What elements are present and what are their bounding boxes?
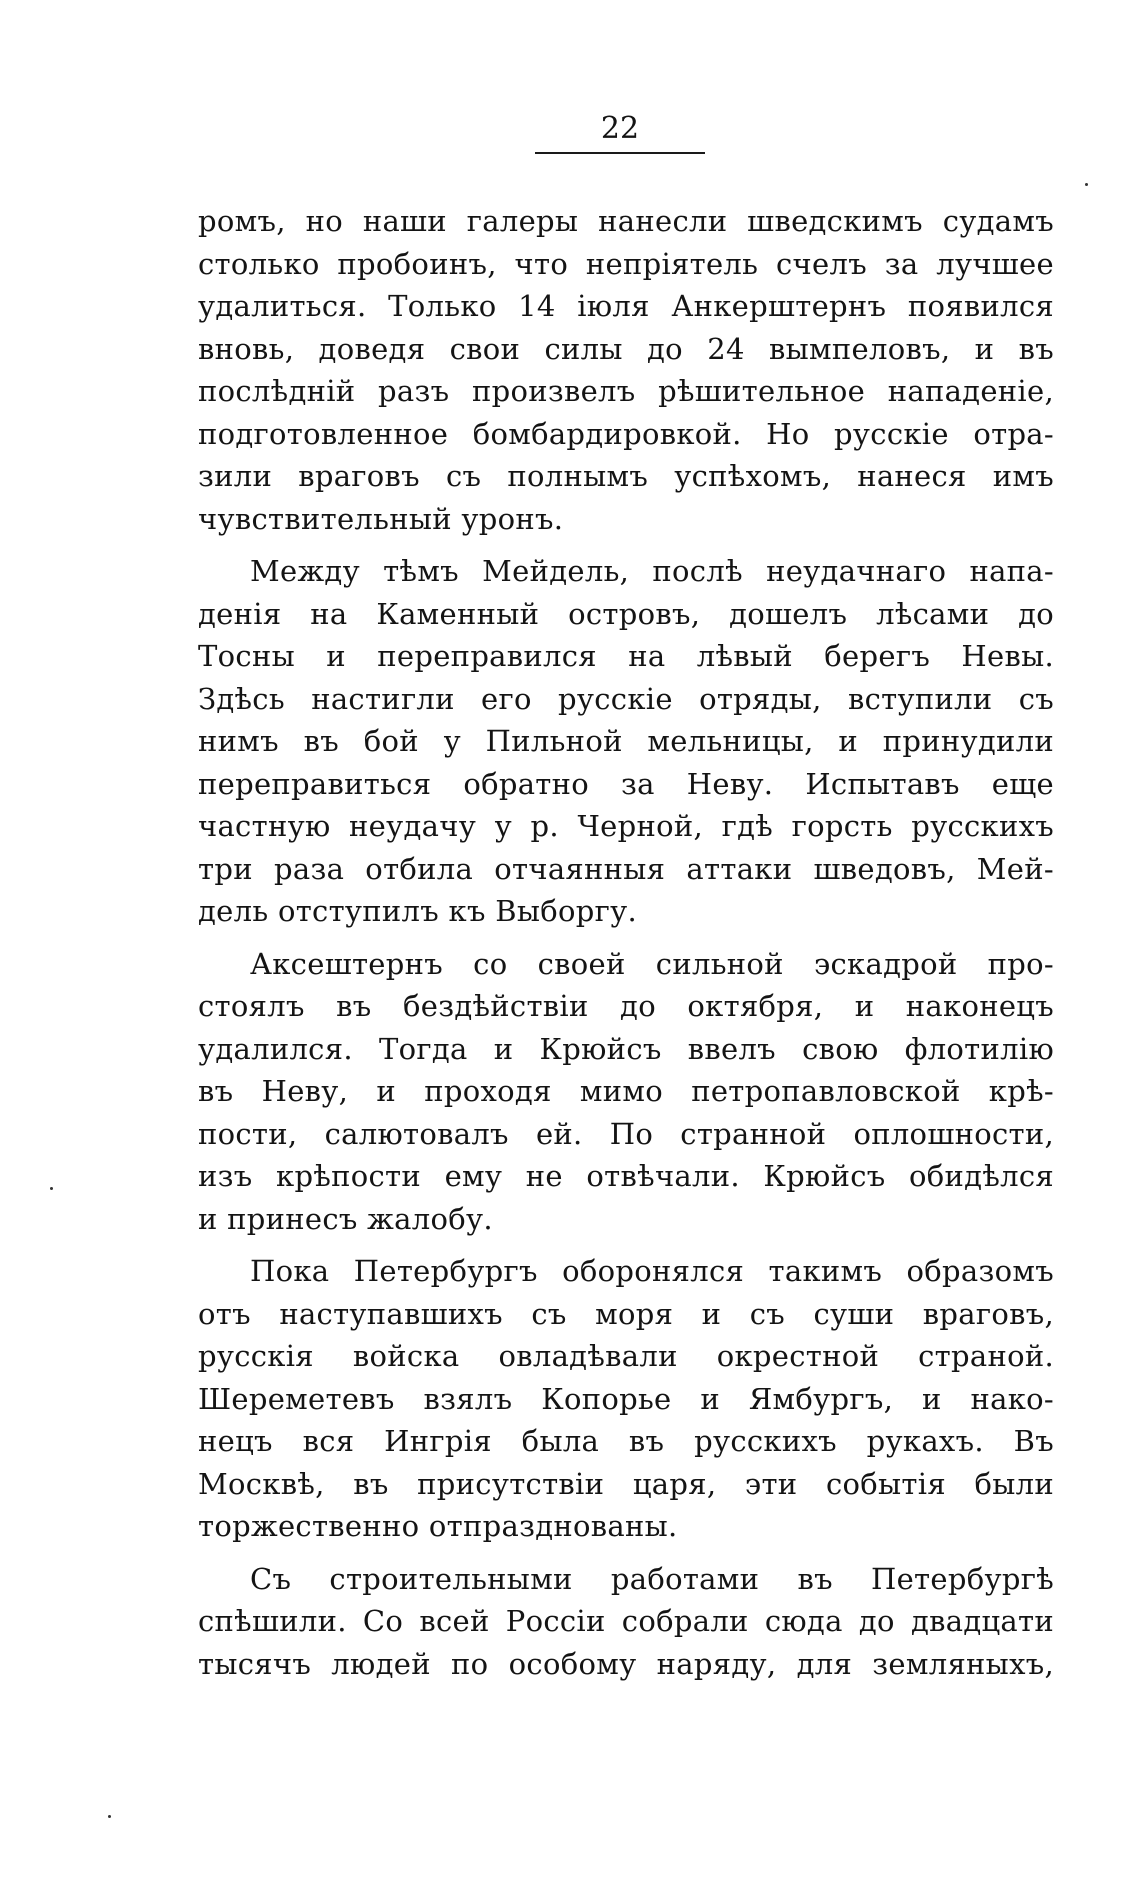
page-number: 22 — [600, 111, 640, 146]
text-line: ромъ, но наши галеры нанесли шведскимъ судамъ — [198, 204, 1054, 238]
text-line: Здѣсь настигли его русскіе отряды, вступили съ — [198, 681, 1054, 716]
text-line: отъ наступавшихъ съ моря и съ суши враговъ, — [198, 1296, 1054, 1331]
text-line: пости, салютовалъ ей. По странной оплошности, — [198, 1116, 1054, 1151]
text-line: вновь, доведя свои силы до 24 вымпеловъ, и въ — [198, 331, 1054, 366]
text-line: русскія войска овладѣвали окрестной страной. — [198, 1339, 1054, 1373]
text-line: торжественно отпразднованы. — [198, 1509, 678, 1543]
text-line: удалиться. Только 14 іюля Анкерштернъ появился — [198, 289, 1054, 323]
header-rule — [535, 152, 705, 154]
text-line: изъ крѣпости ему не отвѣчали. Крюйсъ обидѣлся — [198, 1159, 1054, 1193]
scan-speck — [50, 1187, 53, 1190]
paragraph — [198, 200, 1054, 540]
text-line: денія на Каменный островъ, дошелъ лѣсами до — [198, 596, 1054, 631]
scan-speck — [1085, 183, 1088, 186]
text-line: Между тѣмъ Мейдель, послѣ неудачнаго напа- — [250, 554, 1054, 588]
text-line: столько пробоинъ, что непріятель счелъ за лучшее — [198, 246, 1054, 281]
text-line: Тосны и переправился на лѣвый берегъ Невы. — [198, 639, 1054, 673]
text-line: подготовленное бомбардировкой. Но русскіе отра- — [198, 416, 1054, 451]
text-line: зили враговъ съ полнымъ успѣхомъ, нанеся имъ — [198, 459, 1054, 493]
text-line: спѣшили. Со всей Россіи собрали сюда до двадцати — [198, 1604, 1054, 1638]
text-line: частную неудачу у р. Черной, гдѣ горсть русскихъ — [198, 809, 1054, 843]
text-line: стоялъ въ бездѣйствіи до октября, и наконецъ — [198, 989, 1054, 1023]
text-line: тысячъ людей по особому наряду, для земляныхъ, — [198, 1646, 1054, 1681]
scan-speck — [108, 1815, 111, 1818]
paragraph — [198, 550, 1054, 933]
paragraph — [198, 1558, 1054, 1686]
text-line: Москвѣ, въ присутствіи царя, эти событія были — [198, 1466, 1054, 1501]
text-line: переправиться обратно за Неву. Испытавъ еще — [198, 766, 1054, 801]
text-line: нецъ вся Ингрія была въ русскихъ рукахъ. Въ — [198, 1424, 1054, 1458]
body-text — [198, 200, 1054, 1685]
text-line: послѣдній разъ произвелъ рѣшительное нападеніе, — [198, 374, 1054, 408]
paragraph — [198, 943, 1054, 1241]
text-line: удалился. Тогда и Крюйсъ ввелъ свою флотилію — [198, 1031, 1054, 1066]
paragraph — [198, 1250, 1054, 1548]
text-line: Аксештернъ со своей сильной эскадрой про- — [250, 946, 1054, 981]
text-line: въ Неву, и проходя мимо петропавловской крѣ- — [198, 1074, 1054, 1108]
text-line: и принесъ жалобу. — [198, 1201, 493, 1236]
text-line: Съ строительными работами въ Петербургѣ — [250, 1561, 1054, 1596]
text-line: чувствительный уронъ. — [198, 501, 564, 536]
text-line: Пока Петербургъ оборонялся такимъ образомъ — [250, 1254, 1054, 1288]
text-line: нимъ въ бой у Пильной мельницы, и принудили — [198, 724, 1054, 758]
text-line: дель отступилъ къ Выборгу. — [198, 894, 637, 928]
text-line: три раза отбила отчаянныя аттаки шведовъ, Мей- — [198, 851, 1054, 886]
text-line: Шереметевъ взялъ Копорье и Ямбургъ, и нако- — [198, 1381, 1054, 1416]
